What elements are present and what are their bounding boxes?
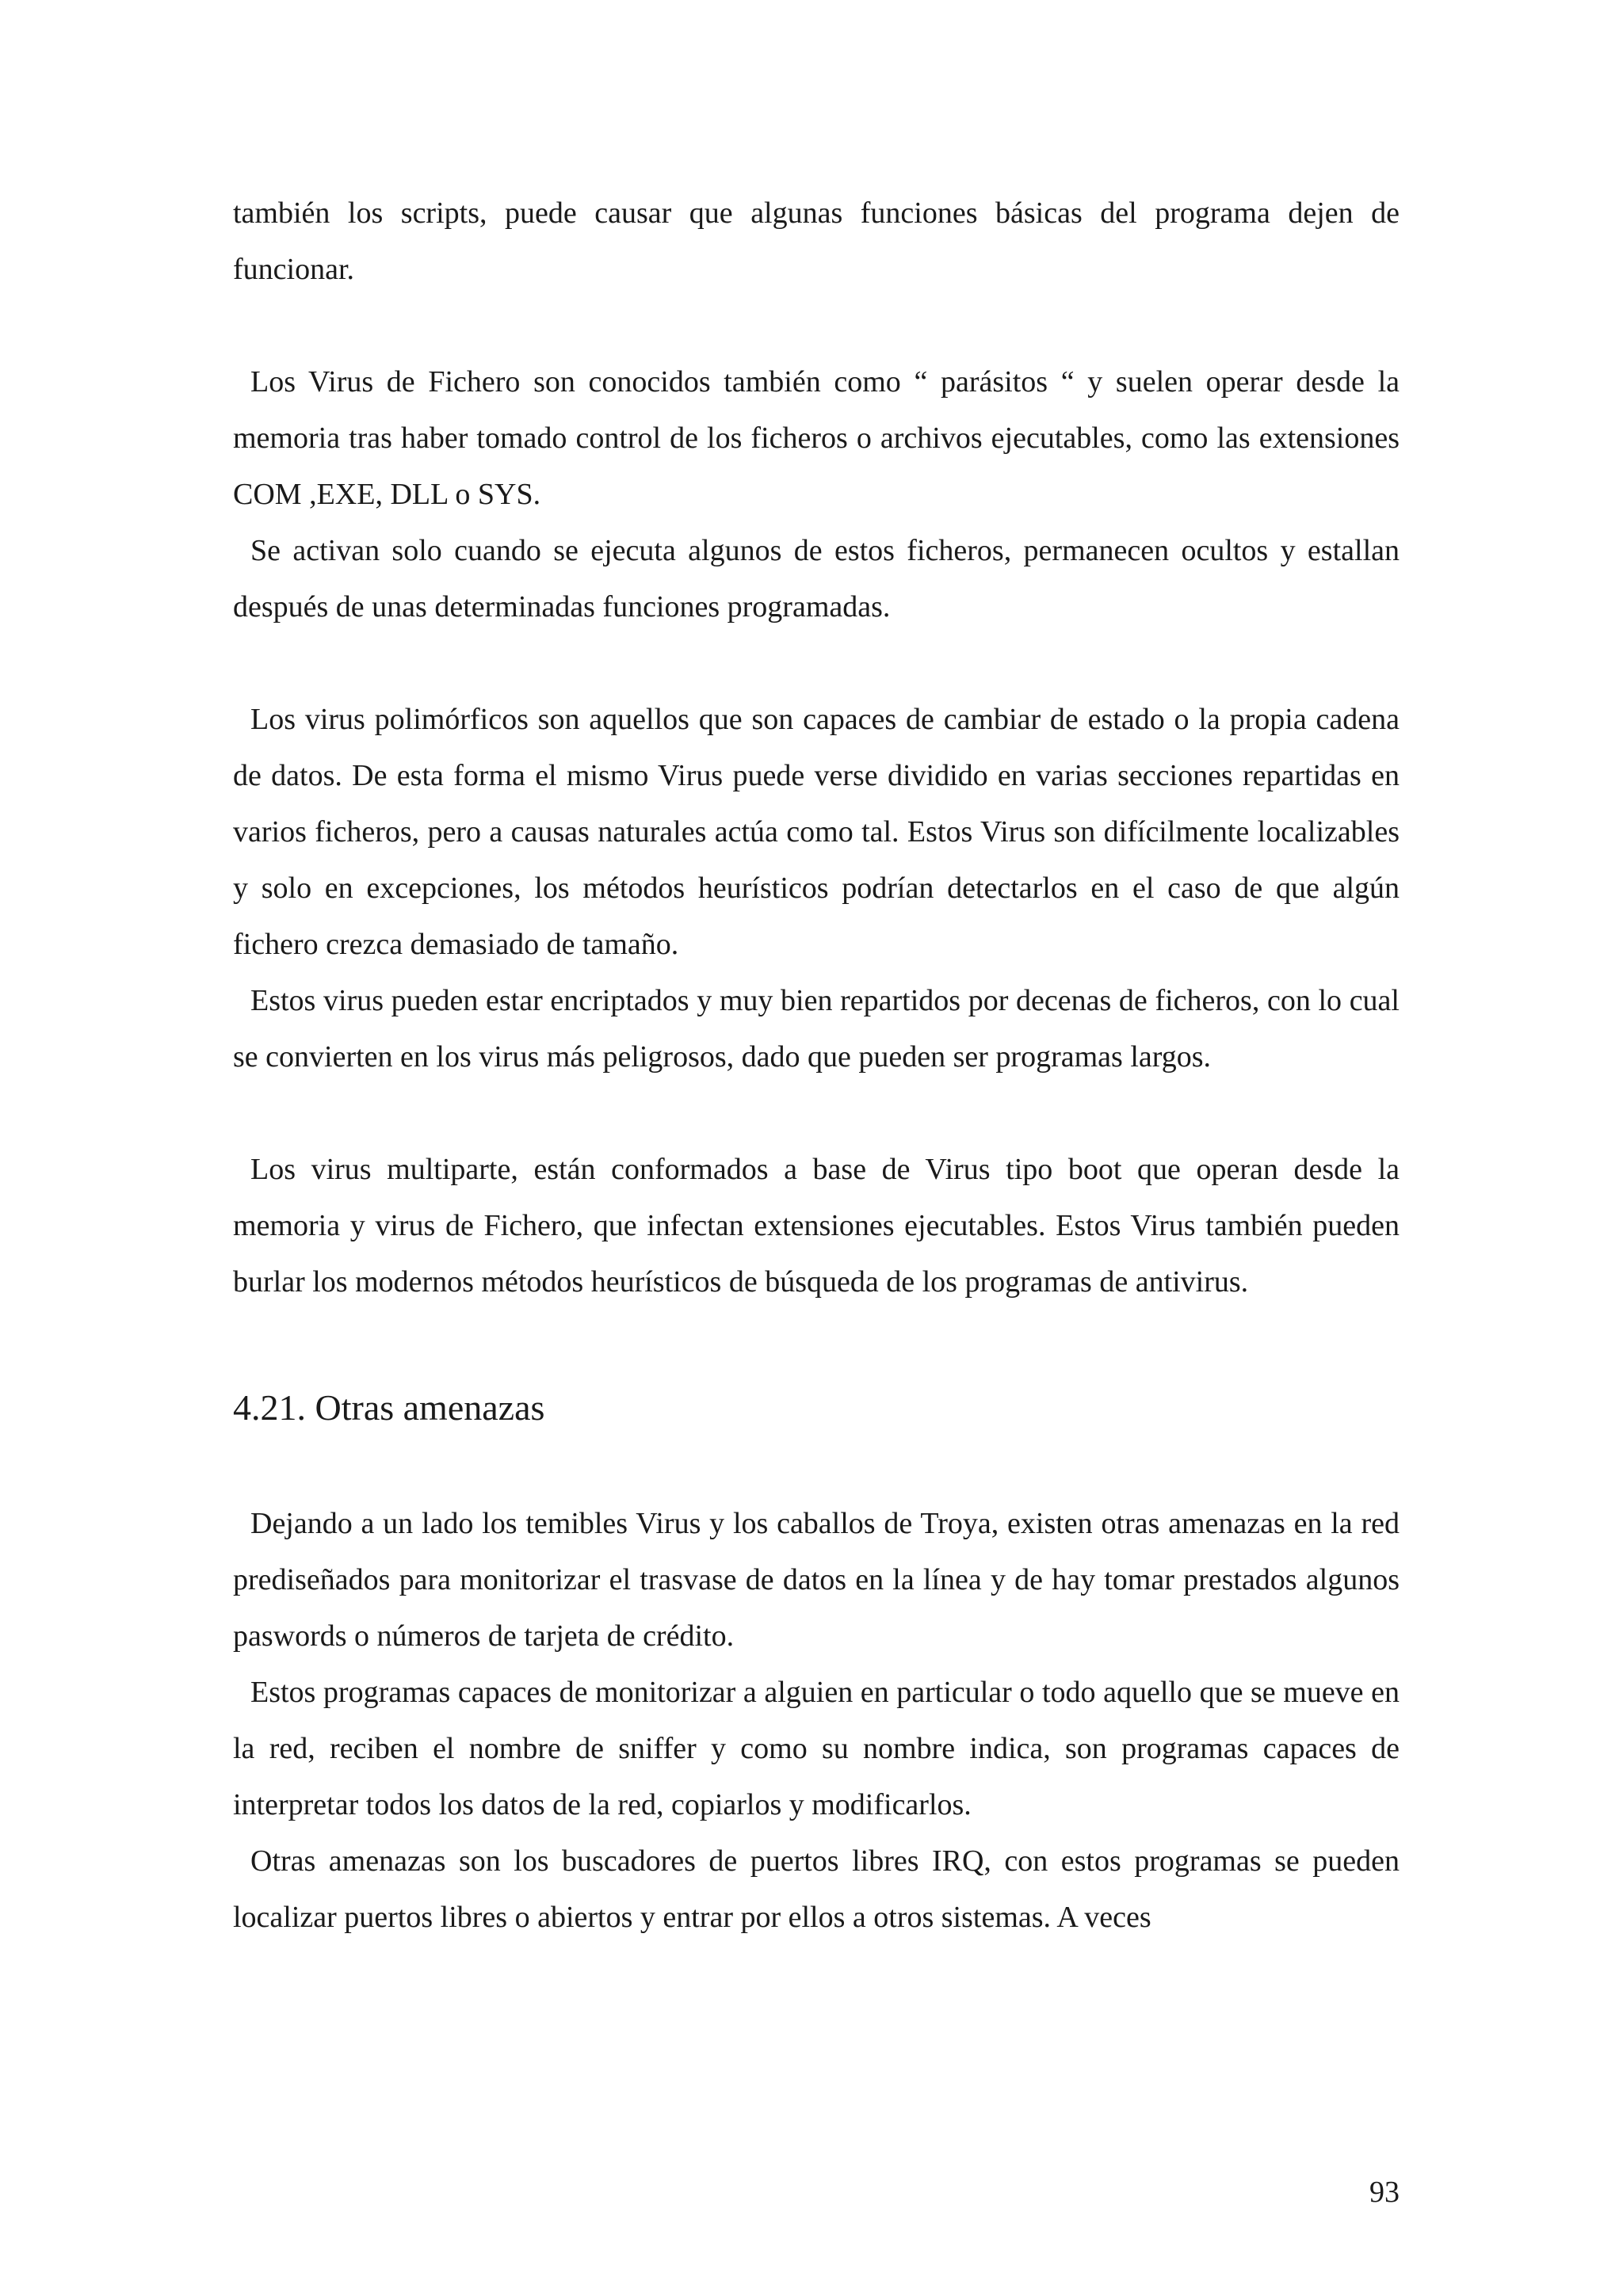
paragraph-multiparte: Los virus multiparte, están conformados a base de Virus tipo boot que operan desde la memoria y virus de Fichero, que infectan extensiones ejecutables. Estos Virus también pueden burlar los modernos métodos heurísticos de búsqueda de los programas de antivirus.: [233, 1153, 1400, 1299]
paragraph-gap: [233, 635, 1400, 692]
paragraph-fichero-2: Se activan solo cuando se ejecuta algunos de estos ficheros, permanecen ocultos y estallan después de unas determinadas funciones programadas.: [233, 534, 1400, 624]
heading-gap: [233, 1432, 1400, 1496]
paragraph-polimorficos-2: Estos virus pueden estar encriptados y muy bien repartidos por decenas de ficheros, con lo cual se convierten en los virus más peligrosos, dado que pueden ser programas largos.: [233, 984, 1400, 1074]
paragraph-otras-amenazas-1: Dejando a un lado los temibles Virus y los caballos de Troya, existen otras amenazas en la red prediseñados para monitorizar el trasvase de datos en la línea y de hay tomar prestados algunos paswords o números de tarjeta de crédito.: [233, 1507, 1400, 1653]
text-column: [233, 185, 1400, 1946]
section-heading: 4.21. Otras amenazas: [233, 1387, 545, 1428]
paragraph-otras-amenazas-3: Otras amenazas son los buscadores de puertos libres IRQ, con estos programas se pueden localizar puertos libres o abiertos y entrar por ellos a otros sistemas. A veces: [233, 1844, 1400, 1934]
heading-gap: [233, 1310, 1400, 1383]
paragraph-fichero-1: Los Virus de Fichero son conocidos también como “ parásitos “ y suelen operar desde la memoria tras haber tomado control de los ficheros o archivos ejecutables, como las extensiones COM ,EXE, DLL o SYS.: [233, 365, 1400, 511]
paragraph-polimorficos-1: Los virus polimórficos son aquellos que son capaces de cambiar de estado o la propia cadena de datos. De esta forma el mismo Virus puede verse dividido en varias secciones repartidas en varios ficheros, pero a causas naturales actúa como tal. Estos Virus son difícilmente localizables y solo en excepciones, los métodos heurísticos podrían detectarlos en el caso de que algún fichero crezca demasiado de tamaño.: [233, 703, 1400, 961]
page-number: 93: [1369, 2176, 1400, 2209]
paragraph-gap: [233, 1085, 1400, 1142]
continued-paragraph: también los scripts, puede causar que algunas funciones básicas del programa dejen de funcionar.: [233, 196, 1400, 286]
paragraph-otras-amenazas-2: Estos programas capaces de monitorizar a alguien en particular o todo aquello que se mueve en la red, reciben el nombre de sniffer y como su nombre indica, son programas capaces de interpretar todos los datos de la red, copiarlos y modificarlos.: [233, 1676, 1400, 1821]
paragraph-gap: [233, 298, 1400, 354]
